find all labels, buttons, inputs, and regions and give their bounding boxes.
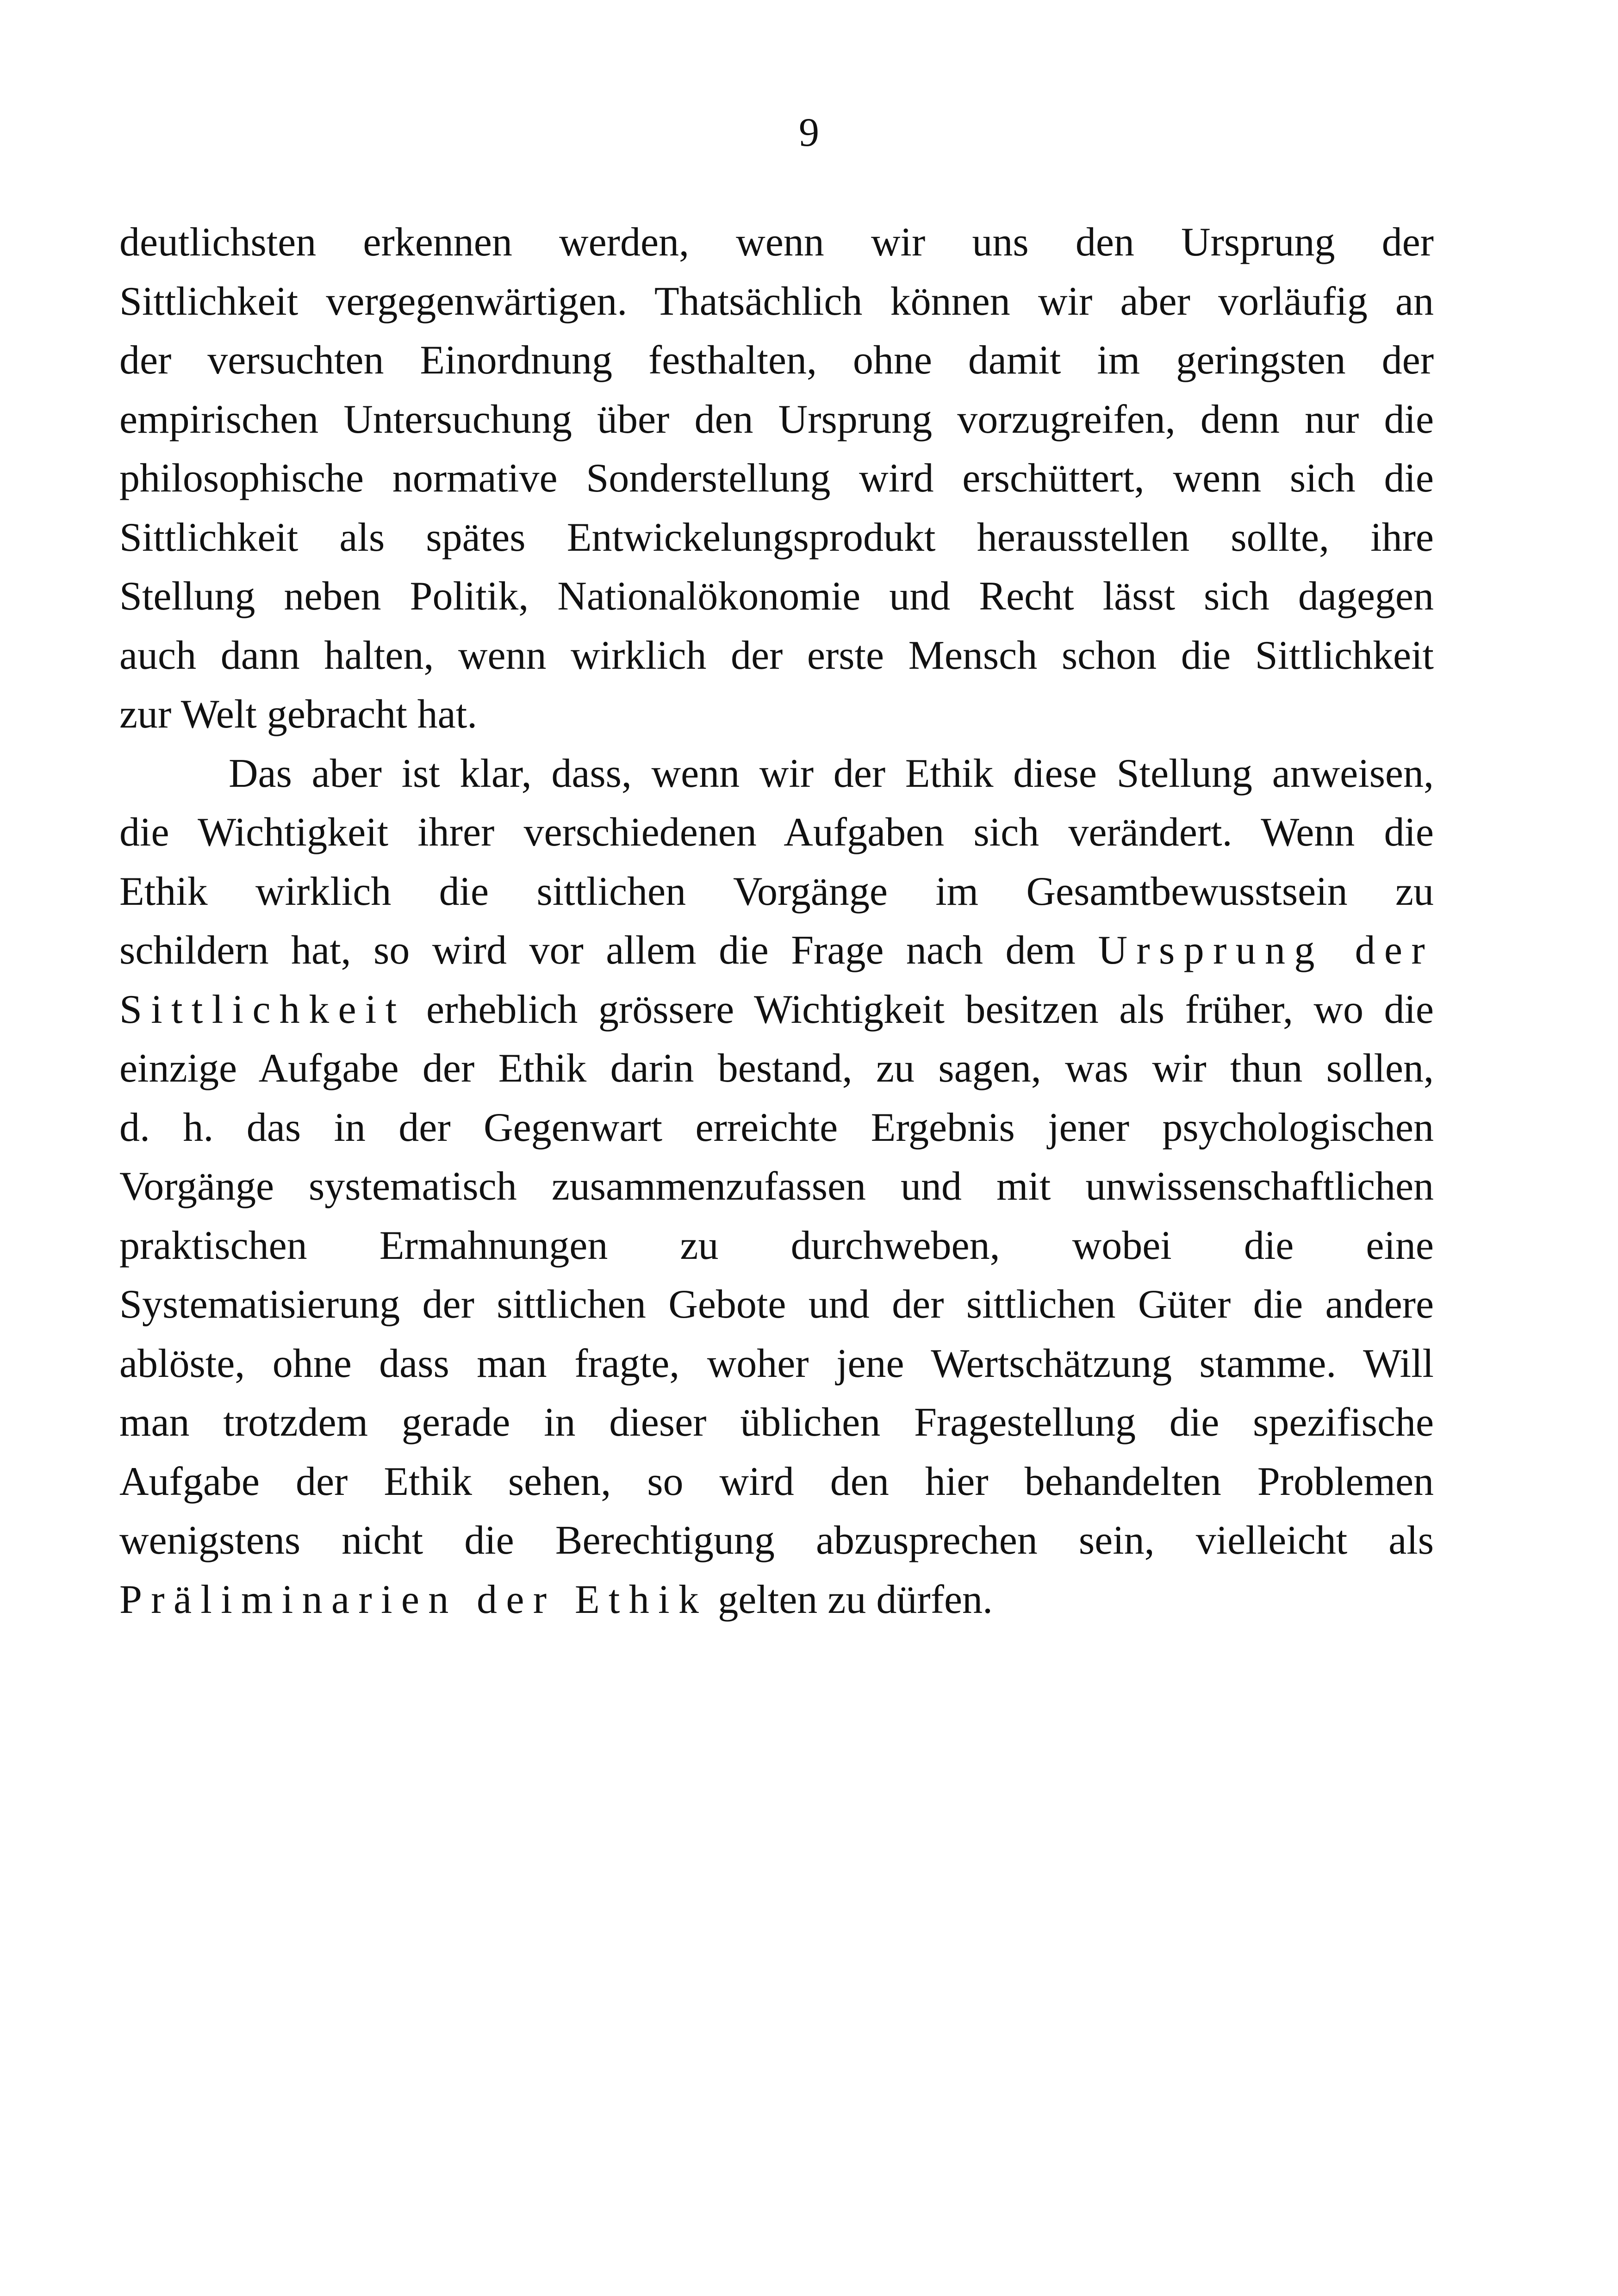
text-line: Sittlichkeit vergegenwärtigen. Thatsächlich können wir aber vorläufig an	[119, 279, 1434, 324]
text-line: praktischen Ermahnungen zu durchweben, wobei die eine	[119, 1223, 1434, 1268]
paragraph-2	[119, 744, 1434, 1630]
text-line: d. h. das in der Gegenwart erreichte Ergebnis jener psychologischen	[119, 1105, 1434, 1150]
text-line: Systematisierung der sittlichen Gebote und der sittlichen Güter die andere	[119, 1282, 1434, 1327]
spaced-emphasis: Präliminarien der Ethik	[119, 1577, 708, 1622]
body-text	[119, 213, 1434, 1629]
text-line: die Wichtigkeit ihrer verschiedenen Aufgaben sich verändert. Wenn die	[119, 810, 1434, 855]
text-segment: gelten zu dürfen.	[708, 1577, 993, 1622]
text-line: man trotzdem gerade in dieser üblichen Fragestellung die spezifische	[119, 1400, 1434, 1445]
text-line: einzige Aufgabe der Ethik darin bestand, zu sagen, was wir thun sollen,	[119, 1046, 1434, 1091]
text-line: deutlichsten erkennen werden, wenn wir uns den Ursprung der	[119, 220, 1434, 265]
text-line: Vorgänge systematisch zusammenzufassen und mit unwissenschaftlichen	[119, 1164, 1434, 1209]
text-line: empirischen Untersuchung über den Ursprung vorzugreifen, denn nur die	[119, 397, 1434, 442]
text-line	[119, 980, 1434, 1039]
text-segment: schildern hat, so wird vor allem die Frage nach dem	[119, 928, 1098, 973]
spaced-emphasis: Ursprung der	[1098, 928, 1434, 973]
text-line: der versuchten Einordnung festhalten, ohne damit im geringsten der	[119, 338, 1434, 383]
text-line: auch dann halten, wenn wirklich der erste Mensch schon die Sittlichkeit	[119, 633, 1434, 678]
text-line: zur Welt gebracht hat.	[119, 692, 478, 737]
text-line: wenigstens nicht die Berechtigung abzusprechen sein, vielleicht als	[119, 1518, 1434, 1563]
text-line: ablöste, ohne dass man fragte, woher jene Wertschätzung stamme. Will	[119, 1341, 1434, 1386]
paragraph-1	[119, 213, 1434, 744]
text-line: philosophische normative Sonderstellung wird erschüttert, wenn sich die	[119, 456, 1434, 501]
text-line: Aufgabe der Ethik sehen, so wird den hier behandelten Problemen	[119, 1459, 1434, 1504]
text-line: Das aber ist klar, dass, wenn wir der Ethik diese Stellung anweisen,	[229, 751, 1434, 796]
page-number: 9	[799, 110, 819, 155]
text-line: Ethik wirklich die sittlichen Vorgänge im Gesamtbewusstsein zu	[119, 869, 1434, 914]
text-line: Stellung neben Politik, Nationalökonomie und Recht lässt sich dagegen	[119, 574, 1434, 619]
text-line	[119, 1570, 1434, 1630]
text-line: Sittlichkeit als spätes Entwickelungsprodukt herausstellen sollte, ihre	[119, 515, 1434, 560]
text-line	[119, 921, 1434, 980]
spaced-emphasis: Sittlichkeit	[119, 987, 406, 1032]
text-segment: erheblich grössere Wichtigkeit besitzen als früher, wo die	[405, 987, 1434, 1032]
